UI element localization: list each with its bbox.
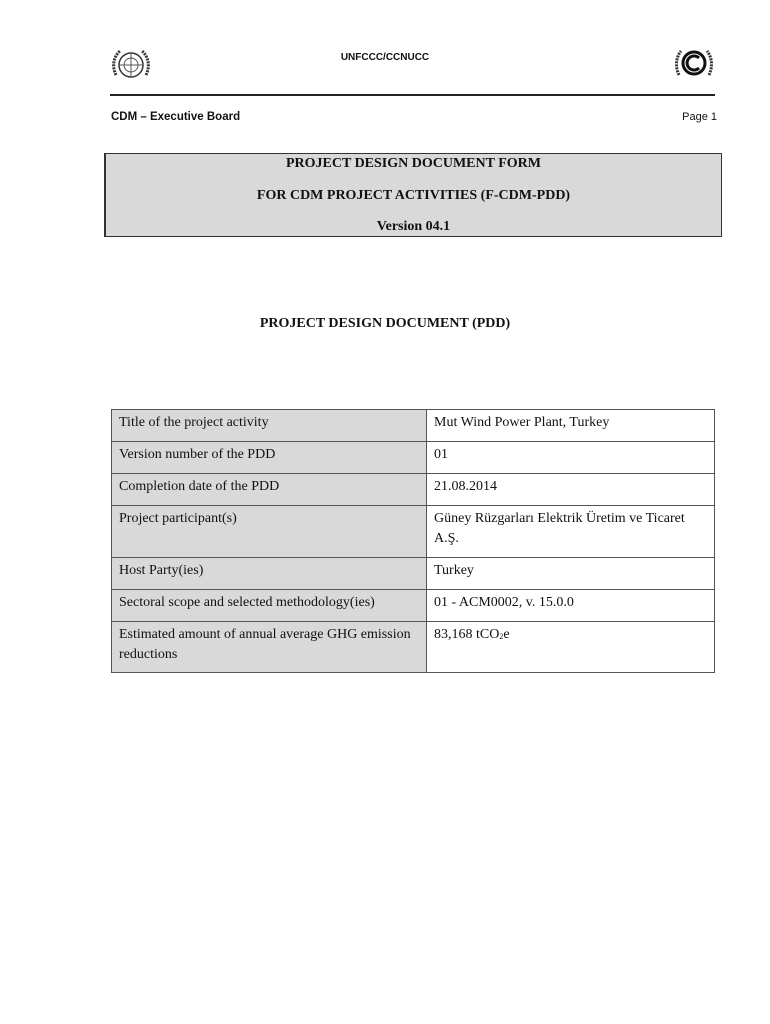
un-emblem-icon [110,45,152,85]
page-number: Page 1 [682,111,717,123]
header-rule [110,94,715,96]
form-title-box [104,153,722,237]
form-version: Version 04.1 [376,219,451,234]
unfccc-logo-icon [673,45,715,85]
row-label: Version number of the PDD [112,442,427,474]
row-label: Title of the project activity [112,410,427,442]
row-value: Turkey [427,558,715,590]
value-subscript: 2 [499,632,504,641]
row-value: Güney Rüzgarları Elektrik Üretim ve Ticaret A.Ş. [427,506,715,558]
row-label: Host Party(ies) [112,558,427,590]
row-value: 21.08.2014 [427,474,715,506]
row-label: Completion date of the PDD [112,474,427,506]
board-name: CDM – Executive Board [111,111,241,123]
project-summary-table [111,409,715,673]
table-row [112,442,715,474]
table-row [112,474,715,506]
org-name: UNFCCC/CCNUCC [340,52,430,63]
table-row [112,506,715,558]
row-value: 01 [427,442,715,474]
table-row [112,622,715,673]
table-row [112,410,715,442]
row-value: Mut Wind Power Plant, Turkey [427,410,715,442]
row-value: 01 - ACM0002, v. 15.0.0 [427,590,715,622]
value-text: e [503,627,510,642]
value-text: 83,168 tCO [434,627,500,642]
document-title: PROJECT DESIGN DOCUMENT (PDD) [259,316,511,331]
row-label: Sectoral scope and selected methodology(ies) [112,590,427,622]
form-title-line1: PROJECT DESIGN DOCUMENT FORM [285,156,541,171]
table-row [112,558,715,590]
row-value [427,622,715,673]
table-row [112,590,715,622]
form-title-line2: FOR CDM PROJECT ACTIVITIES (F-CDM-PDD) [256,188,571,203]
row-label: Estimated amount of annual average GHG emission reductions [112,622,427,673]
row-label: Project participant(s) [112,506,427,558]
